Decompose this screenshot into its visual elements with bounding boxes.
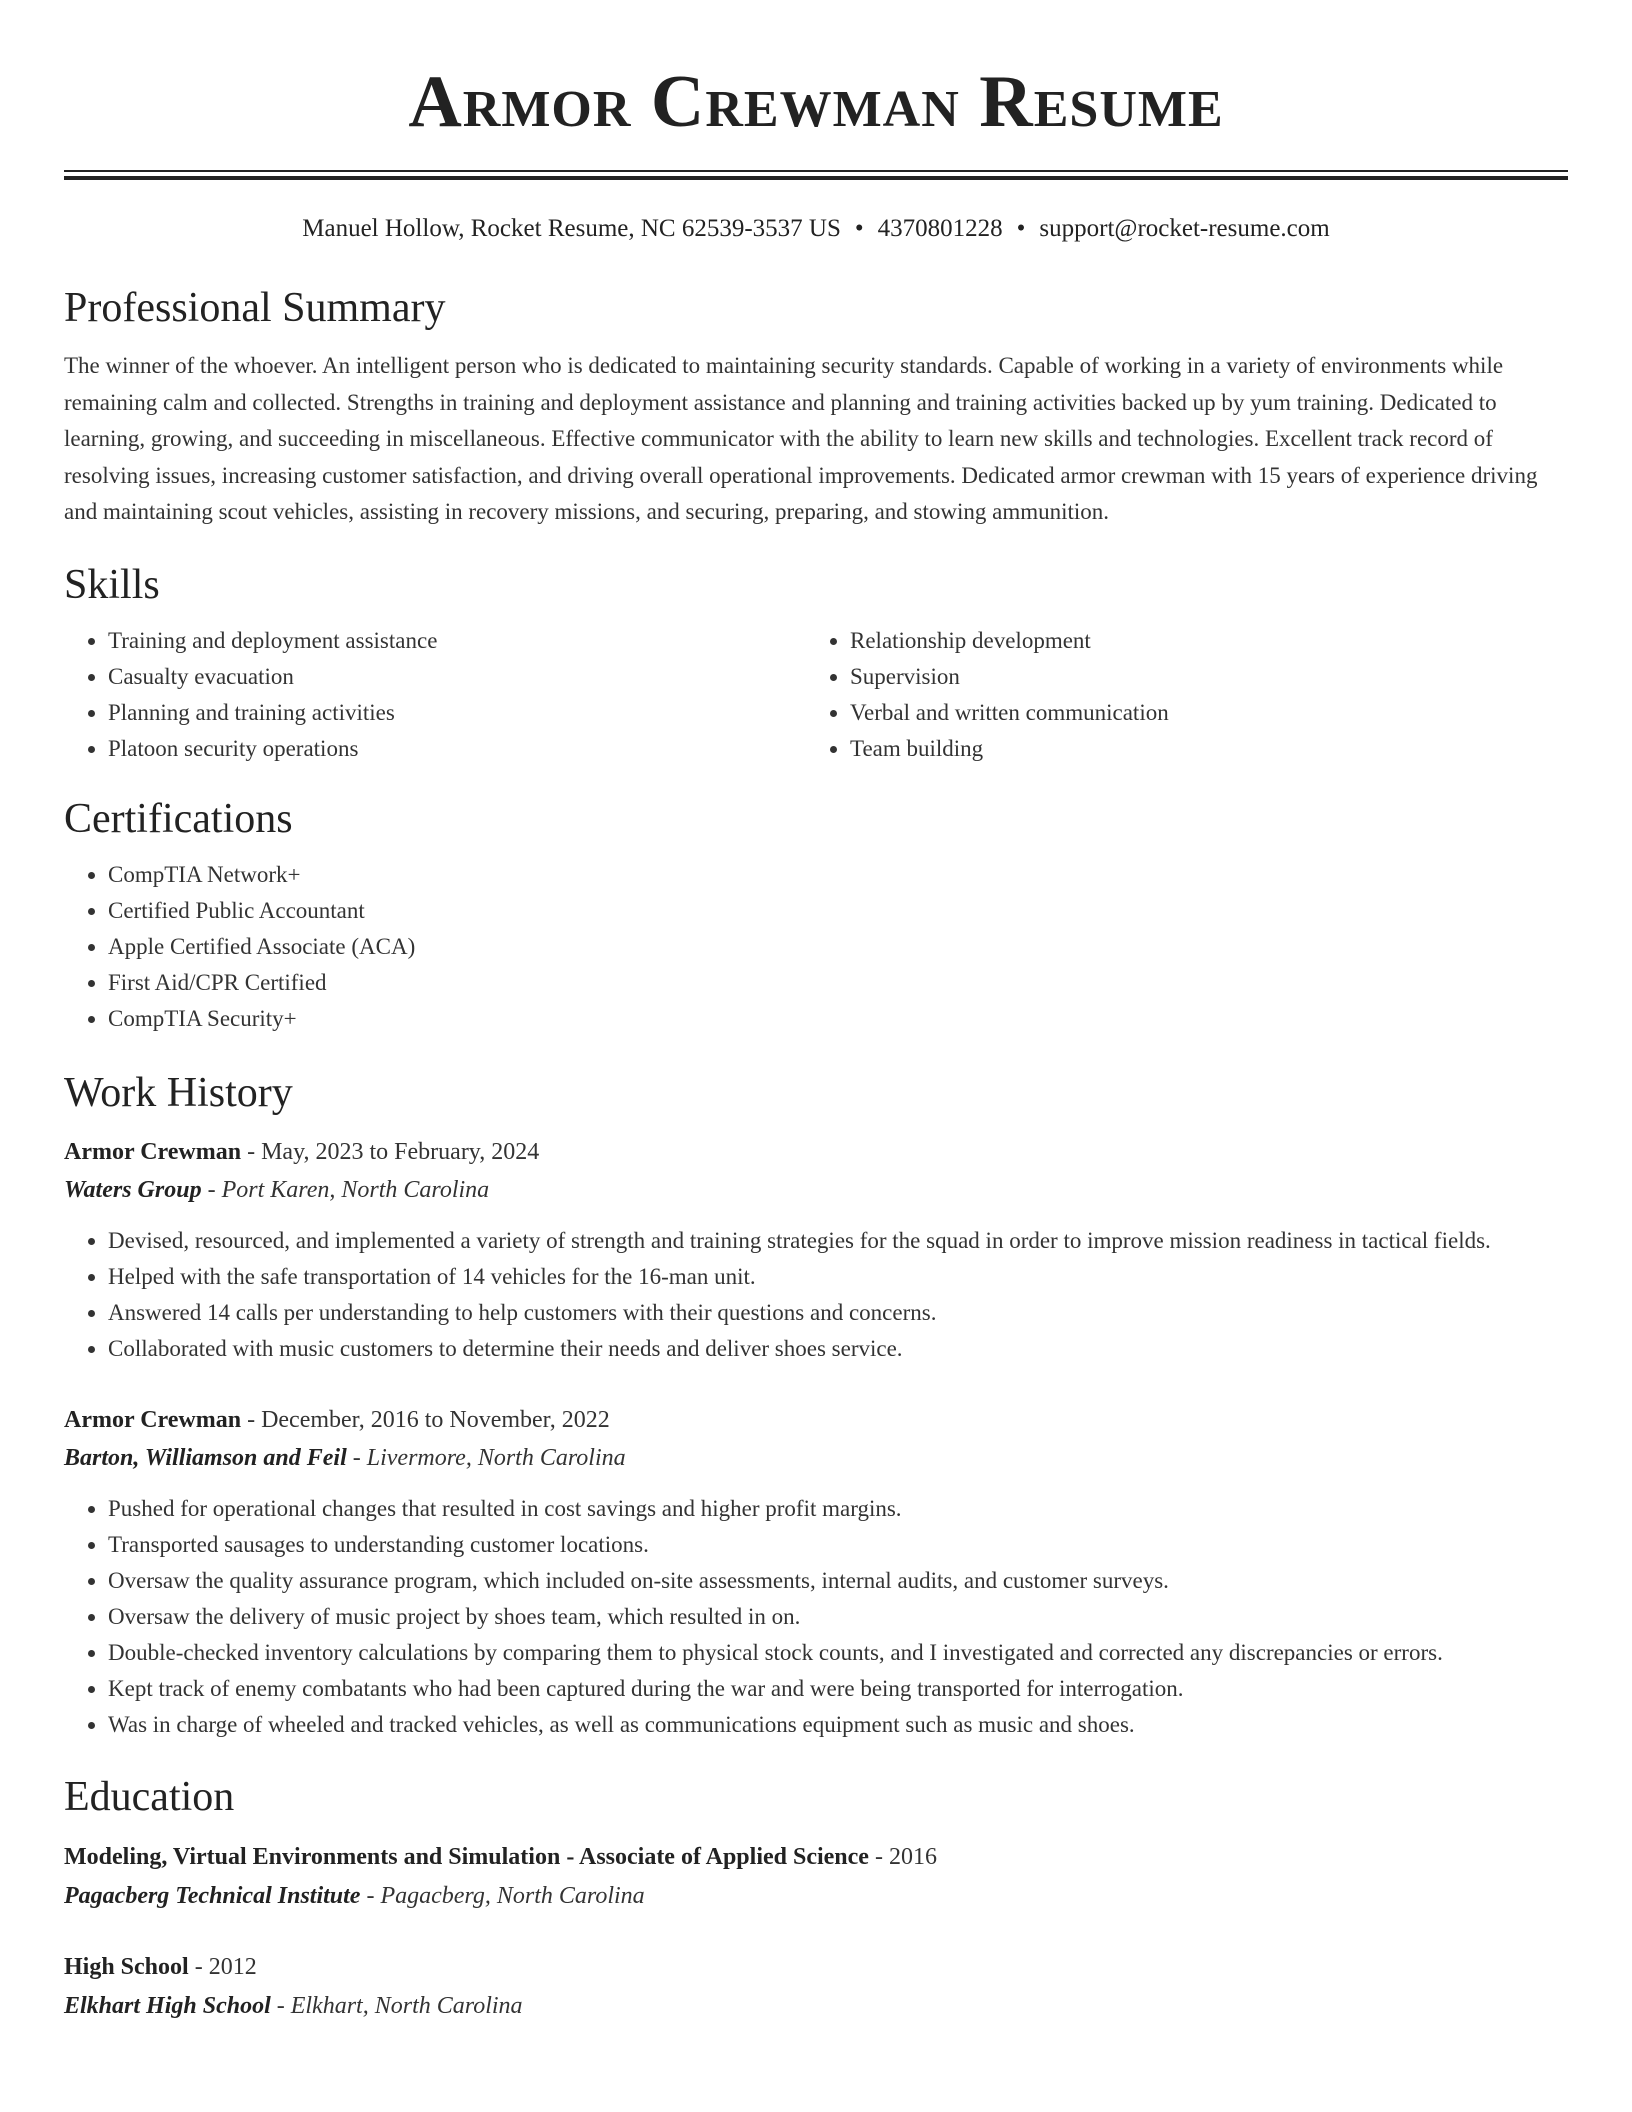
job-bullet: • Devised, resourced, and implemented a variety of strength and training strategies for the squad in order to improve mission readiness in tactical fields. — [108, 1223, 1568, 1259]
skills-columns — [64, 623, 1568, 767]
job-employer: Waters Group — [64, 1176, 202, 1203]
skill-item: • Planning and training activities — [108, 695, 806, 731]
title-double-rule — [64, 170, 1568, 180]
job-entry — [64, 1401, 1568, 1743]
job-title: Armor Crewman — [64, 1138, 242, 1165]
skill-item: • Verbal and written communication — [850, 695, 1548, 731]
job-employer: Barton, Williamson and Feil — [64, 1444, 347, 1471]
work-history-heading: Work History — [64, 1069, 293, 1116]
skills-heading: Skills — [64, 561, 160, 608]
job-bullet: • Answered 14 calls per understanding to help customers with their questions and concerns. — [108, 1295, 1568, 1331]
degree-year: - 2016 — [868, 1843, 937, 1870]
contact-phone: 4370801228 — [877, 215, 1003, 242]
job-title-line — [64, 1133, 1568, 1171]
education-entry — [64, 1837, 1568, 1915]
contact-email: support@rocket-resume.com — [1039, 215, 1330, 242]
school-line — [64, 1987, 1568, 2025]
skill-item: • Casualty evacuation — [108, 659, 806, 695]
school-name: Pagacberg Technical Institute — [64, 1882, 361, 1909]
school-location: - Pagacberg, North Carolina — [360, 1882, 645, 1909]
contact-address: Manuel Hollow, Rocket Resume, NC 62539-3537 US — [302, 215, 841, 242]
job-bullet: • Transported sausages to understanding customer locations. — [108, 1527, 1568, 1563]
job-dates: - December, 2016 to November, 2022 — [241, 1406, 610, 1433]
job-entry — [64, 1133, 1568, 1367]
summary-text: The winner of the whoever. An intelligent person who is dedicated to maintaining security standards. Capable of working in a variety of environments while remaining calm and collected. Strengths in training and deployment assistance and planning and training activities backed up by yum training. Dedicated to learning, growing, and succeeding in miscellaneous. Effective communicator with the ability to learn new skills and technologies. Excellent track record of resolving issues, increasing customer satisfaction, and driving overall operational improvements. Dedicated armor crewman with 15 years of experience driving and maintaining scout vehicles, assisting in recovery missions, and securing, preparing, and stowing ammunition. — [64, 353, 1538, 524]
contact-separator: • — [854, 215, 864, 242]
certification-item: • First Aid/CPR Certified — [108, 965, 1568, 1001]
certification-item: • CompTIA Security+ — [108, 1001, 1568, 1037]
education-entry — [64, 1947, 1568, 2025]
job-employer-line — [64, 1439, 1568, 1477]
school-line — [64, 1877, 1568, 1915]
job-bullet: • Was in charge of wheeled and tracked vehicles, as well as communications equipment such as music and shoes. — [108, 1707, 1568, 1743]
job-employer-line — [64, 1171, 1568, 1209]
certification-item: • Certified Public Accountant — [108, 893, 1568, 929]
job-bullet: • Collaborated with music customers to determine their needs and deliver shoes service. — [108, 1331, 1568, 1367]
skill-item: • Supervision — [850, 659, 1548, 695]
job-bullet: • Double-checked inventory calculations by comparing them to physical stock counts, and I investigated and corrected any discrepancies or errors. — [108, 1635, 1568, 1671]
resume-title: Armor Crewman Resume — [408, 61, 1224, 143]
skill-item: • Relationship development — [850, 623, 1548, 659]
education-heading: Education — [64, 1773, 235, 1820]
school-location: - Elkhart, North Carolina — [270, 1992, 523, 2019]
certifications-list — [64, 857, 1568, 1037]
certification-item: • CompTIA Network+ — [108, 857, 1568, 893]
degree-name: Modeling, Virtual Environments and Simulation - Associate of Applied Science — [64, 1843, 869, 1870]
skills-list-left — [64, 623, 806, 767]
job-dates: - May, 2023 to February, 2024 — [241, 1138, 540, 1165]
job-bullet: • Oversaw the delivery of music project by shoes team, which resulted in on. — [108, 1599, 1568, 1635]
degree-year: - 2012 — [188, 1953, 257, 1980]
job-bullets — [64, 1491, 1568, 1743]
contact-line — [64, 212, 1568, 246]
certifications-heading: Certifications — [64, 795, 293, 842]
skills-list-right — [806, 623, 1548, 767]
job-bullet: • Pushed for operational changes that resulted in cost savings and higher profit margins. — [108, 1491, 1568, 1527]
degree-line — [64, 1947, 1568, 1987]
degree-name: High School — [64, 1953, 189, 1980]
degree-line — [64, 1837, 1568, 1877]
job-bullet: • Helped with the safe transportation of 14 vehicles for the 16-man unit. — [108, 1259, 1568, 1295]
job-title-line — [64, 1401, 1568, 1439]
skill-item: • Platoon security operations — [108, 731, 806, 767]
summary-heading: Professional Summary — [64, 285, 446, 331]
skill-item: • Training and deployment assistance — [108, 623, 806, 659]
skill-item: • Team building — [850, 731, 1548, 767]
contact-separator: • — [1016, 215, 1026, 242]
certification-item: • Apple Certified Associate (ACA) — [108, 929, 1568, 965]
job-bullet: • Oversaw the quality assurance program, which included on-site assessments, internal audits, and customer surveys. — [108, 1563, 1568, 1599]
job-title: Armor Crewman — [64, 1406, 242, 1433]
job-location: - Livermore, North Carolina — [346, 1444, 626, 1471]
job-bullets — [64, 1223, 1568, 1367]
job-bullet: • Kept track of enemy combatants who had been captured during the war and were being transported for interrogation. — [108, 1671, 1568, 1707]
school-name: Elkhart High School — [64, 1992, 271, 2019]
job-location: - Port Karen, North Carolina — [201, 1176, 490, 1203]
